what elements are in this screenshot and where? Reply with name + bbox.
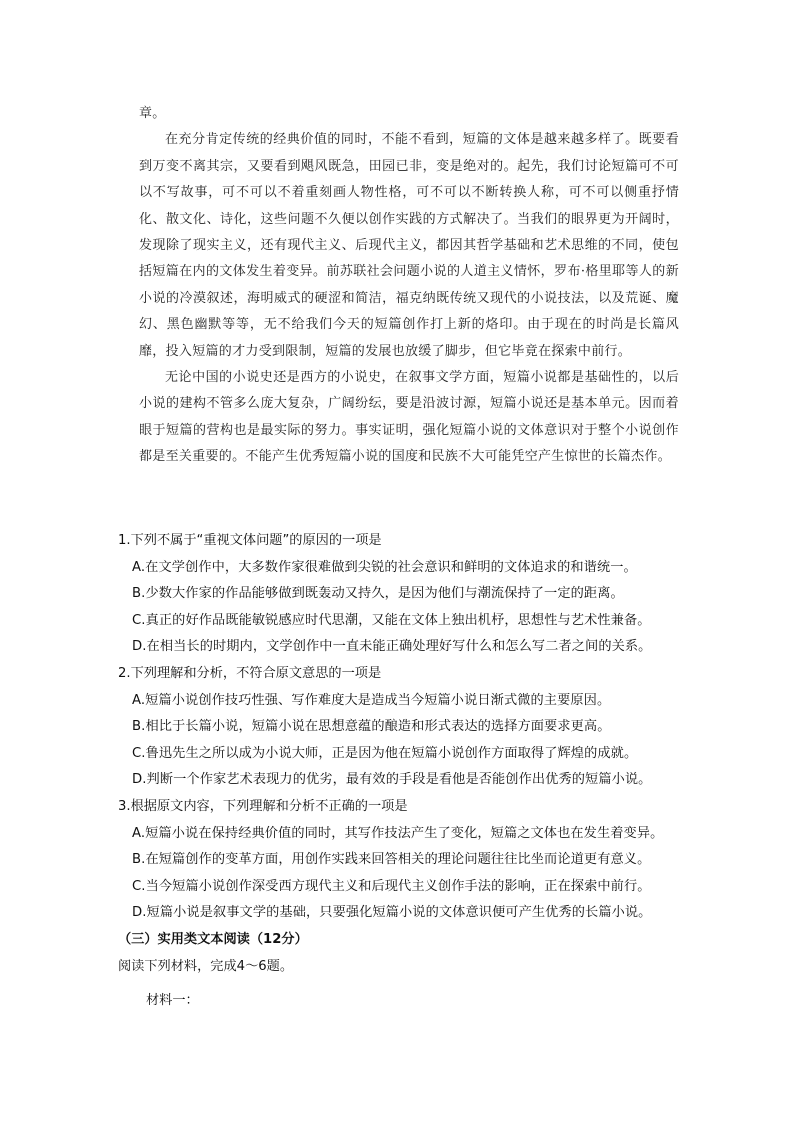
passage-paragraph-2: 无论中国的小说史还是西方的小说史，在叙事文学方面，短篇小说都是基础性的，以后小说的建构不管多么庞大复杂，广阔纷纭，要是沿波讨源，短篇小说还是基本单元。因而着眼于短篇的营构也是最实际的努力。事实证明，强化短篇小说的文体意识对于整个小说创作都是至关重要的。不能产生优秀短篇小说的国度和民族不大可能凭空产生惊世的长篇杰作。 [139,370,679,465]
question-stem: 3.根据原文内容，下列理解和分析不正确的一项是 [118,798,408,814]
reading-passage [139,101,679,471]
question-option-c: C.真正的好作品既能敏锐感应时代思潮，又能在文体上独出机杼，思想性与艺术性兼备。 [132,612,651,628]
material-label: 材料一： [146,993,199,1009]
question-option-b: B.少数大作家的作品能够做到既轰动又持久，是因为他们与潮流保持了一定的距离。 [132,586,624,602]
section-heading: （三）实用类文本阅读（12分） [118,931,308,947]
question-stem: 1.下列不属于“重视文体问题”的原因的一项是 [118,533,382,548]
question-list [118,528,698,1014]
section-instruction: 阅读下列材料，完成4～6题。 [118,958,294,974]
question-option-a: A.短篇小说在保持经典价值的同时，其写作技法产生了变化，短篇之文体也在发生着变异。 [132,825,664,841]
question-option-d: D.在相当长的时期内，文学创作中一直未能正确处理好写什么和怎么写二者之间的关系。 [132,639,652,655]
question-option-d: D.短篇小说是叙事文学的基础，只要强化短篇小说的文体意识便可产生优秀的长篇小说。 [132,905,652,921]
question-option-c: C.鲁迅先生之所以成为小说大师，正是因为他在短篇小说创作方面取得了辉煌的成就。 [132,745,638,761]
question-option-b: B.在短篇创作的变革方面，用创作实践来回答相关的理论问题往往比坐而论道更有意义。 [132,852,651,868]
question-1 [118,528,698,661]
question-option-a: A.短篇小说创作技巧性强、写作难度大是造成当今短篇小说日渐式微的主要原因。 [132,692,611,708]
passage-paragraph-0: 章。 [139,106,166,121]
passage-paragraph-1: 在充分肯定传统的经典价值的同时，不能不看到，短篇的文体是越来越多样了。既要看到万变不离其宗，又要看到飓风既急，田园已非，变是绝对的。起先，我们讨论短篇可不可以不写故事，可不可以不着重刻画人物性格，可不可以不断转换人称，可不可以侧重抒情化、散文化、诗化，这些问题不久便以创作实践的方式解决了。当我们的眼界更为开阔时，发现除了现实主义，还有现代主义、后现代主义，都因其哲学基础和艺术思维的不同，使包括短篇在内的文体发生着变异。前苏联社会问题小说的人道主义情怀，罗布·格里耶等人的新小说的冷漠叙述，海明威式的硬涩和简洁，福克纳既传统又现代的小说技法，以及荒诞、魔幻、黑色幽默等等，无不给我们今天的短篇创作打上新的烙印。由于现在的时尚是长篇风靡，投入短篇的才力受到限制，短篇的发展也放缓了脚步，但它毕竟在探索中前行。 [139,132,679,359]
question-option-d: D.判断一个作家艺术表现力的优劣，最有效的手段是看他是否能创作出优秀的短篇小说。 [132,772,652,788]
question-option-b: B.相比于长篇小说，短篇小说在思想意蕴的酿造和形式表达的选择方面要求更高。 [132,719,611,735]
question-stem: 2.下列理解和分析，不符合原文意思的一项是 [118,665,382,681]
question-3 [118,794,698,927]
question-option-c: C.当今短篇小说创作深受西方现代主义和后现代主义创作手法的影响，正在探索中前行。 [132,878,651,894]
question-option-a: A.在文学创作中，大多数作家很难做到尖锐的社会意识和鲜明的文体追求的和谐统一。 [132,559,637,575]
question-2 [118,661,698,794]
